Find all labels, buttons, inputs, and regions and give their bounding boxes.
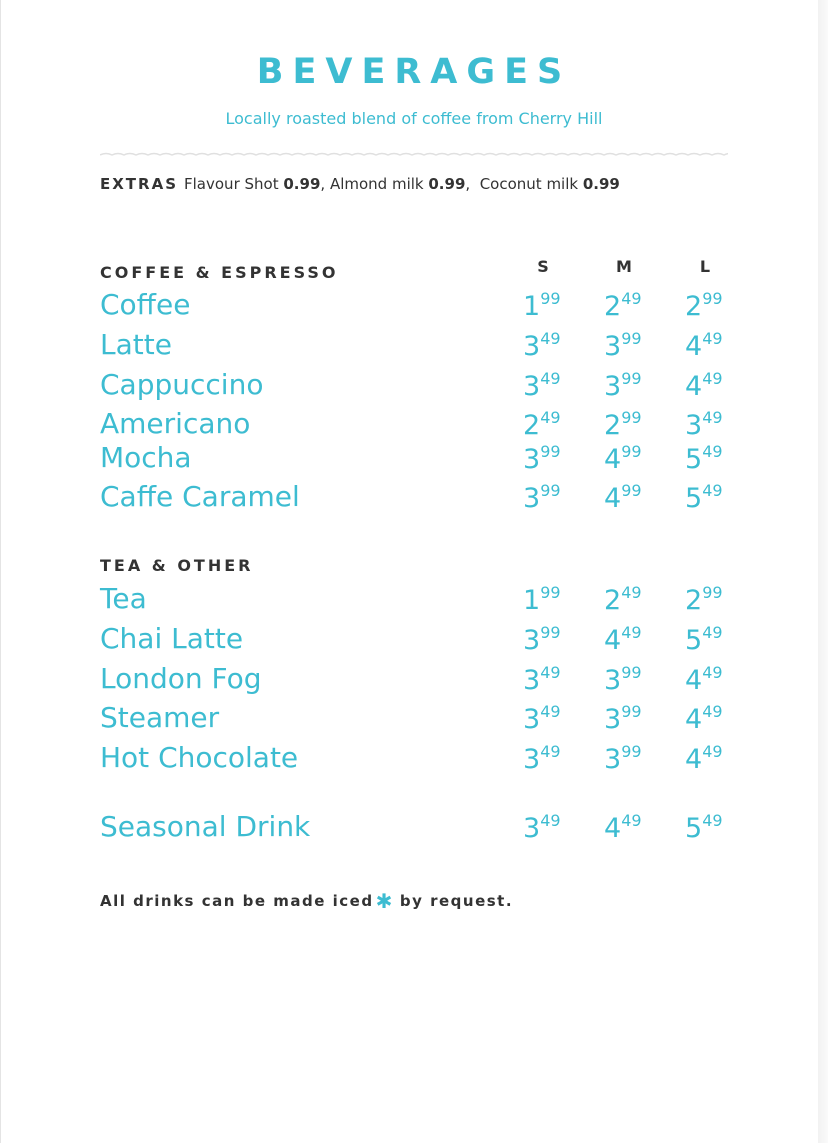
price-cents: 99 bbox=[540, 289, 561, 308]
price-cents: 49 bbox=[702, 481, 723, 500]
price-dollars: 3 bbox=[523, 331, 541, 362]
price-cents: 99 bbox=[621, 329, 642, 348]
menu-item-price bbox=[685, 583, 723, 616]
price-dollars: 3 bbox=[523, 813, 541, 844]
price-dollars: 3 bbox=[604, 665, 622, 696]
menu-item-price bbox=[523, 408, 561, 441]
menu-item-price bbox=[604, 329, 642, 362]
price-dollars: 2 bbox=[523, 410, 541, 441]
menu-item-price bbox=[685, 702, 723, 735]
size-header-medium: M bbox=[616, 257, 632, 276]
price-dollars: 5 bbox=[685, 813, 703, 844]
menu-item-name: Chai Latte bbox=[100, 622, 244, 655]
price-dollars: 2 bbox=[604, 585, 622, 616]
extra-item-price: 0.99 bbox=[283, 175, 321, 193]
price-dollars: 4 bbox=[604, 625, 622, 656]
snowflake-icon: ✱ bbox=[375, 889, 394, 913]
page-edge-right bbox=[818, 0, 828, 1143]
price-dollars: 3 bbox=[604, 331, 622, 362]
price-cents: 49 bbox=[702, 369, 723, 388]
iced-note-text-end: by request. bbox=[399, 892, 514, 910]
price-cents: 99 bbox=[621, 742, 642, 761]
price-cents: 49 bbox=[621, 583, 642, 602]
menu-item-name: Cappuccino bbox=[100, 368, 264, 401]
price-dollars: 4 bbox=[604, 483, 622, 514]
price-cents: 49 bbox=[702, 442, 723, 461]
section-title-tea: TEA & OTHER bbox=[100, 556, 254, 575]
wavy-divider bbox=[100, 149, 728, 161]
price-dollars: 4 bbox=[685, 744, 703, 775]
iced-note bbox=[100, 889, 513, 913]
menu-item-price bbox=[523, 623, 561, 656]
price-cents: 49 bbox=[621, 811, 642, 830]
menu-item-price bbox=[604, 702, 642, 735]
menu-item-price bbox=[604, 811, 642, 844]
price-cents: 49 bbox=[702, 742, 723, 761]
menu-item-price bbox=[523, 329, 561, 362]
price-cents: 99 bbox=[540, 442, 561, 461]
price-dollars: 4 bbox=[604, 444, 622, 475]
price-dollars: 3 bbox=[523, 444, 541, 475]
menu-item-price bbox=[685, 481, 723, 514]
price-cents: 99 bbox=[621, 442, 642, 461]
price-cents: 49 bbox=[540, 329, 561, 348]
extras-line: EXTRAS Flavour Shot 0.99, Almond milk 0.99, Coconut milk 0.99 bbox=[100, 175, 620, 193]
price-cents: 99 bbox=[621, 702, 642, 721]
extra-item-name: Almond milk bbox=[329, 175, 424, 193]
price-dollars: 2 bbox=[604, 410, 622, 441]
menu-item-name: Americano bbox=[100, 407, 251, 440]
menu-item-price bbox=[523, 369, 561, 402]
menu-item-name: Latte bbox=[100, 328, 172, 361]
price-cents: 49 bbox=[702, 663, 723, 682]
price-cents: 99 bbox=[621, 481, 642, 500]
size-header-small: S bbox=[537, 257, 549, 276]
menu-item-price bbox=[604, 442, 642, 475]
menu-item-price bbox=[604, 481, 642, 514]
price-dollars: 4 bbox=[604, 813, 622, 844]
menu-item-name: Hot Chocolate bbox=[100, 741, 299, 774]
price-cents: 49 bbox=[621, 623, 642, 642]
menu-item-name: Mocha bbox=[100, 441, 192, 474]
menu-item-price bbox=[685, 289, 723, 322]
price-cents: 49 bbox=[540, 408, 561, 427]
menu-item-price bbox=[523, 442, 561, 475]
menu-item-price bbox=[523, 583, 561, 616]
menu-item-price bbox=[685, 442, 723, 475]
extras-label: EXTRAS bbox=[100, 175, 179, 193]
menu-item-price bbox=[523, 811, 561, 844]
price-cents: 49 bbox=[702, 623, 723, 642]
menu-item-price bbox=[523, 742, 561, 775]
menu-item-name: Seasonal Drink bbox=[100, 810, 311, 843]
menu-item-price bbox=[685, 623, 723, 656]
menu-item-price bbox=[604, 623, 642, 656]
menu-item-name: London Fog bbox=[100, 662, 262, 695]
price-cents: 99 bbox=[621, 408, 642, 427]
price-dollars: 1 bbox=[523, 585, 541, 616]
price-cents: 49 bbox=[540, 742, 561, 761]
price-cents: 49 bbox=[702, 408, 723, 427]
price-cents: 99 bbox=[540, 583, 561, 602]
price-dollars: 5 bbox=[685, 483, 703, 514]
price-dollars: 3 bbox=[604, 744, 622, 775]
price-dollars: 3 bbox=[523, 483, 541, 514]
menu-item-name: Caffe Caramel bbox=[100, 480, 300, 513]
price-cents: 49 bbox=[540, 702, 561, 721]
page-edge-left bbox=[0, 0, 1, 1143]
price-cents: 99 bbox=[702, 583, 723, 602]
price-cents: 99 bbox=[702, 289, 723, 308]
price-cents: 49 bbox=[702, 329, 723, 348]
menu-item-price bbox=[685, 742, 723, 775]
price-dollars: 1 bbox=[523, 291, 541, 322]
price-cents: 99 bbox=[540, 623, 561, 642]
menu-item-name: Steamer bbox=[100, 701, 220, 734]
iced-note-text: All drinks can be made iced bbox=[100, 892, 374, 910]
extra-item-name: Flavour Shot bbox=[184, 175, 279, 193]
price-dollars: 3 bbox=[685, 410, 703, 441]
price-dollars: 4 bbox=[685, 665, 703, 696]
menu-item-price bbox=[685, 329, 723, 362]
menu-item-price bbox=[523, 702, 561, 735]
menu-item-price bbox=[604, 663, 642, 696]
price-dollars: 4 bbox=[685, 704, 703, 735]
menu-item-price bbox=[685, 369, 723, 402]
price-dollars: 3 bbox=[604, 704, 622, 735]
price-cents: 99 bbox=[621, 369, 642, 388]
page-title: BEVERAGES bbox=[256, 52, 572, 92]
price-cents: 49 bbox=[702, 702, 723, 721]
price-dollars: 3 bbox=[523, 665, 541, 696]
price-dollars: 3 bbox=[523, 744, 541, 775]
price-cents: 49 bbox=[621, 289, 642, 308]
menu-item-price bbox=[604, 742, 642, 775]
price-cents: 99 bbox=[621, 663, 642, 682]
price-dollars: 3 bbox=[604, 371, 622, 402]
price-dollars: 2 bbox=[604, 291, 622, 322]
menu-item-price bbox=[523, 289, 561, 322]
extra-item-price: 0.99 bbox=[428, 175, 466, 193]
menu-item-price bbox=[523, 663, 561, 696]
menu-item-price bbox=[604, 583, 642, 616]
price-cents: 49 bbox=[702, 811, 723, 830]
price-dollars: 5 bbox=[685, 625, 703, 656]
menu-item-price bbox=[685, 408, 723, 441]
price-dollars: 3 bbox=[523, 371, 541, 402]
menu-item-price bbox=[685, 663, 723, 696]
price-cents: 49 bbox=[540, 811, 561, 830]
price-dollars: 3 bbox=[523, 625, 541, 656]
menu-item-price bbox=[604, 369, 642, 402]
price-dollars: 4 bbox=[685, 371, 703, 402]
page-subtitle: Locally roasted blend of coffee from Cherry Hill bbox=[225, 109, 603, 128]
price-cents: 99 bbox=[540, 481, 561, 500]
price-dollars: 2 bbox=[685, 585, 703, 616]
size-header-large: L bbox=[699, 257, 711, 276]
price-cents: 49 bbox=[540, 369, 561, 388]
extra-item-name: Coconut milk bbox=[479, 175, 579, 193]
menu-item-price bbox=[604, 408, 642, 441]
menu-item-price bbox=[604, 289, 642, 322]
menu-item-name: Coffee bbox=[100, 288, 191, 321]
section-title-coffee: COFFEE & ESPRESSO bbox=[100, 263, 339, 282]
price-dollars: 2 bbox=[685, 291, 703, 322]
price-dollars: 4 bbox=[685, 331, 703, 362]
menu-item-price bbox=[685, 811, 723, 844]
menu-item-name: Tea bbox=[100, 582, 147, 615]
menu-item-price bbox=[523, 481, 561, 514]
price-dollars: 3 bbox=[523, 704, 541, 735]
price-dollars: 5 bbox=[685, 444, 703, 475]
extra-item-price: 0.99 bbox=[582, 175, 620, 193]
price-cents: 49 bbox=[540, 663, 561, 682]
